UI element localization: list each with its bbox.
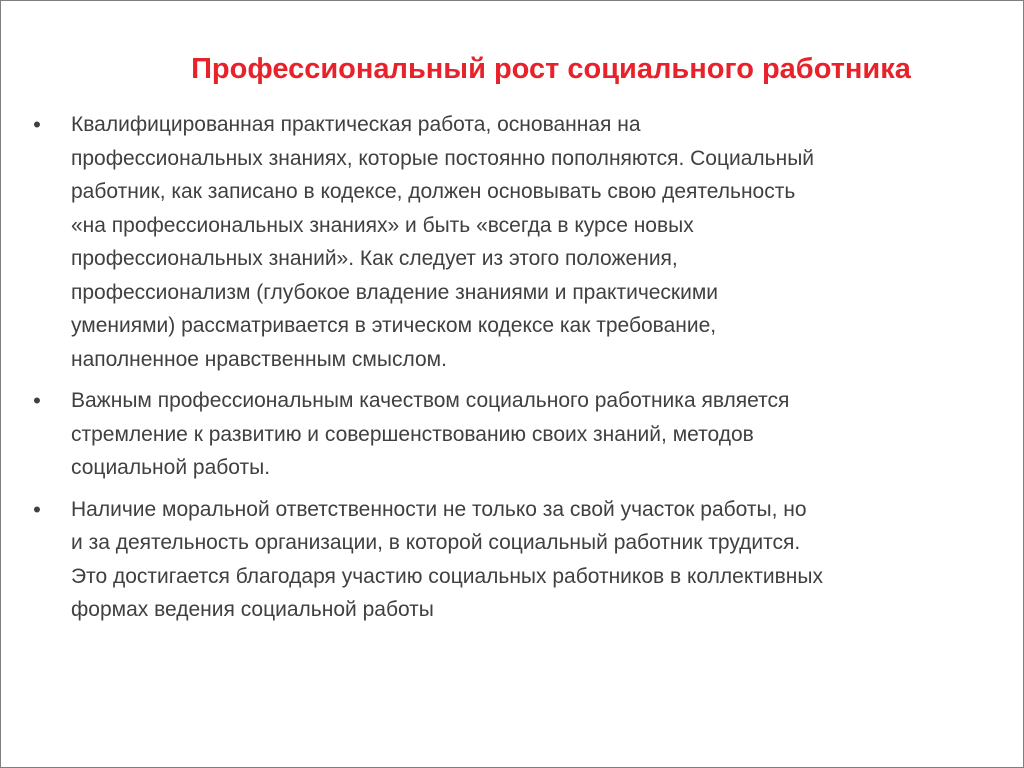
bullet-1-line-6: профессионализм (глубокое владение знаниями и практическими bbox=[71, 280, 719, 304]
bullet-2-line-3: социальной работы. bbox=[71, 456, 271, 479]
bullet-icon: • bbox=[33, 388, 41, 413]
bullet-1-line-5: профессиональных знаний». Как следует из этого положения, bbox=[71, 247, 678, 270]
bullet-3-line-1: Наличие моральной ответственности не только за свой участок работы, но bbox=[71, 497, 807, 521]
bullet-3-line-3: Это достигается благодаря участию социальных работников в коллективных bbox=[71, 564, 823, 588]
bullet-1-line-3: работник, как записано в кодексе, должен основывать свою деятельность bbox=[71, 180, 796, 203]
bullet-1-line-7: умениями) рассматривается в этическом кодексе как требование, bbox=[71, 314, 717, 337]
bullet-3-line-4: формах ведения социальной работы bbox=[71, 598, 434, 621]
bullet-list bbox=[27, 108, 1002, 635]
bullet-2-line-2: стремление к развитию и совершенствованию своих знаний, методов bbox=[71, 422, 754, 446]
bullet-2-line-1: Важным профессиональным качеством социального работника является bbox=[71, 389, 790, 412]
bullet-3-line-2: и за деятельность организации, в которой социальный работник трудится. bbox=[71, 531, 801, 554]
bullet-icon: • bbox=[33, 496, 41, 522]
slide-title: Профессиональный рост социального работника bbox=[191, 53, 911, 85]
bullet-icon: • bbox=[33, 112, 41, 137]
bullet-item-2 bbox=[27, 384, 1002, 485]
bullet-1-line-1: Квалифицированная практическая работа, основанная на bbox=[71, 113, 641, 136]
bullet-1-line-8: наполненное нравственным смыслом. bbox=[71, 347, 447, 371]
bullet-1-line-4: «на профессиональных знаниях» и быть «всегда в курсе новых bbox=[71, 213, 694, 237]
bullet-item-1 bbox=[27, 108, 1002, 376]
bullet-1-line-2: профессиональных знаниях, которые постоянно пополняются. Социальный bbox=[71, 146, 815, 170]
bullet-item-3 bbox=[27, 493, 1002, 627]
